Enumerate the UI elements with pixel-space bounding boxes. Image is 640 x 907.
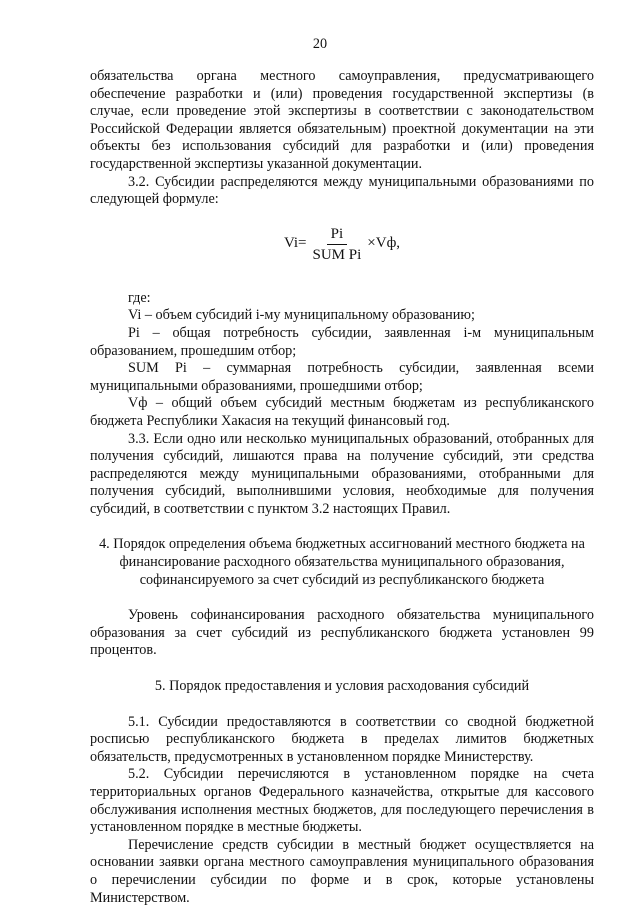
section-4-heading — [90, 536, 594, 589]
definition-pi: Pi – общая потребность субсидии, заявленная i-м муниципальным образованием, прошедшим отбор; — [90, 324, 594, 359]
section-5-heading: 5. Порядок предоставления и условия расходования субсидий — [154, 678, 530, 695]
paragraph-4: Уровень софинансирования расходного обязательства муниципального образования за счет субсидий из республиканского бюджета установлен 99 процентов. — [90, 607, 594, 659]
paragraph-intro: обязательства органа местного самоуправления, предусматривающего обеспечение разработки и (или) проведения государственной экспертизы (в случае, если проведение этой экспертизы в соответствии с законодательством Российской Федерации является обязательным) проектной документации на эти объекты без использования субсидий для разработки и (или) проведения государственной экспертизы указанной документации. — [90, 68, 594, 172]
definition-vi: Vi – объем субсидий i-му муниципальному образованию; — [128, 307, 475, 324]
definition-sum-pi: SUM Pi – суммарная потребность субсидии, заявленная всеми муниципальными образованиями, прошедшими отбор; — [90, 360, 594, 394]
section-4-heading-line: финансирование расходного обязательства муниципального образования, — [119, 554, 565, 571]
formula-lhs: Vi= — [283, 235, 307, 252]
paragraph-5-2: 5.2. Субсидии перечисляются в установленном порядке на счета территориальных органов Федерального казначейства, открытые для кассового обслуживания исполнения местных бюджетов, для последующего перечисления в установленном порядке в местные бюджеты. — [90, 766, 594, 836]
formula-denominator: SUM Pi — [312, 246, 362, 263]
formula-numerator: Pi — [327, 225, 348, 245]
document-body — [90, 68, 594, 907]
section-4-heading-line: 4. Порядок определения объема бюджетных ассигнований местного бюджета на — [99, 536, 585, 553]
distribution-formula — [90, 225, 594, 264]
paragraph-transfer: Перечисление средств субсидии в местный бюджет осуществляется на основании заявки органа местного самоуправления муниципального образования о перечислении субсидии по форме и в срок, которые установлены Министерством. — [90, 836, 594, 906]
section-4-heading-line: софинансируемого за счет субсидий из республиканского бюджета — [139, 571, 545, 588]
paragraph-3-2: 3.2. Субсидии распределяются между муниципальными образованиями по следующей формуле: — [90, 173, 594, 208]
definition-vf: Vф – общий объем субсидий местным бюджетам из республиканского бюджета Республики Хакасия на текущий финансовый год. — [90, 395, 594, 429]
where-label: где: — [128, 289, 151, 306]
formula-fraction — [309, 225, 366, 264]
paragraph-5-1: 5.1. Субсидии предоставляются в соответствии со сводной бюджетной росписью республиканского бюджета в пределах лимитов бюджетных обязательств, предусмотренных в установленном порядке Министерству. — [90, 713, 594, 765]
page-number: 20 — [312, 36, 328, 52]
formula-rhs: ×Vф, — [367, 235, 401, 252]
paragraph-3-3: 3.3. Если одно или несколько муниципальных образований, отобранных для получения субсидий, лишаются права на получение субсидий, эти средства распределяются между муниципальными образованиями, отобранными для получения субсидий, выполнившими условия, необходимые для получения субсидий, в соответствии с пунктом 3.2 настоящих Правил. — [90, 430, 594, 517]
